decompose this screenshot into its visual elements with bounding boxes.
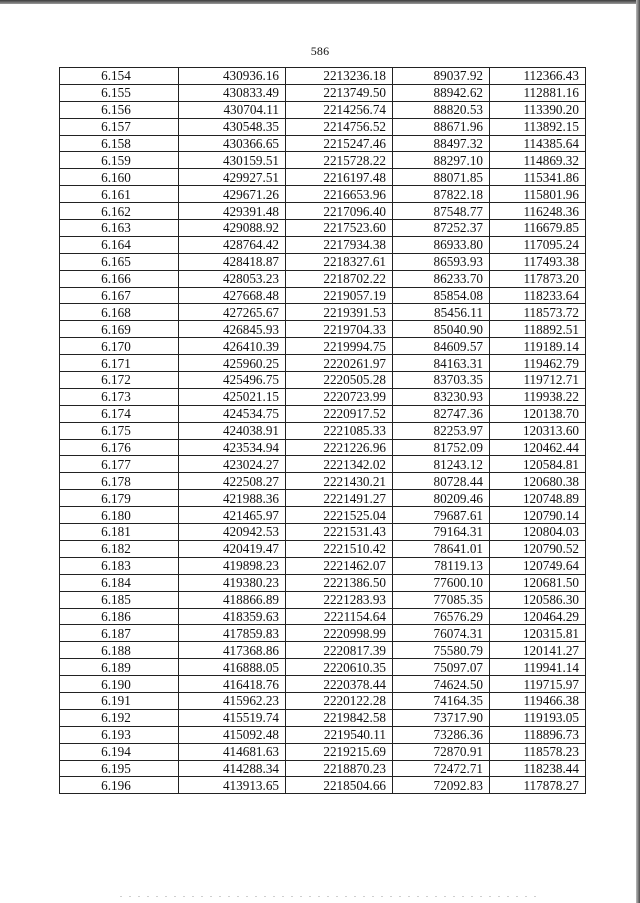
value-cell-1: 428053.23 — [179, 270, 286, 287]
value-cell-2: 2221491.27 — [286, 490, 393, 507]
table-row — [60, 777, 586, 794]
value-cell-1: 419380.23 — [179, 574, 286, 591]
value-cell-4: 119941.14 — [490, 659, 586, 676]
value-cell-3: 84163.31 — [393, 355, 490, 372]
value-cell-3: 85854.08 — [393, 287, 490, 304]
value-cell-4: 119938.22 — [490, 388, 586, 405]
value-cell-2: 2221430.21 — [286, 473, 393, 490]
scan-artifact-line — [120, 896, 540, 897]
table-row — [60, 84, 586, 101]
value-cell-4: 119712.71 — [490, 372, 586, 389]
value-cell-3: 87252.37 — [393, 220, 490, 237]
value-cell-4: 120141.27 — [490, 642, 586, 659]
value-cell-3: 73286.36 — [393, 726, 490, 743]
point-id-cell: 6.173 — [60, 388, 179, 405]
value-cell-3: 75580.79 — [393, 642, 490, 659]
value-cell-4: 120462.44 — [490, 439, 586, 456]
point-id-cell: 6.175 — [60, 422, 179, 439]
table-row — [60, 574, 586, 591]
value-cell-1: 423534.94 — [179, 439, 286, 456]
value-cell-4: 120790.52 — [490, 540, 586, 557]
table-row — [60, 439, 586, 456]
value-cell-4: 116679.85 — [490, 220, 586, 237]
scan-border-right — [636, 0, 640, 903]
value-cell-4: 120138.70 — [490, 405, 586, 422]
value-cell-1: 414288.34 — [179, 760, 286, 777]
value-cell-3: 74624.50 — [393, 676, 490, 693]
table-row — [60, 456, 586, 473]
value-cell-3: 72472.71 — [393, 760, 490, 777]
value-cell-1: 420419.47 — [179, 540, 286, 557]
value-cell-1: 426845.93 — [179, 321, 286, 338]
value-cell-4: 119193.05 — [490, 709, 586, 726]
value-cell-2: 2214756.52 — [286, 118, 393, 135]
point-id-cell: 6.170 — [60, 338, 179, 355]
value-cell-4: 118238.44 — [490, 760, 586, 777]
value-cell-1: 428764.42 — [179, 236, 286, 253]
value-cell-3: 72092.83 — [393, 777, 490, 794]
point-id-cell: 6.174 — [60, 405, 179, 422]
table-row — [60, 220, 586, 237]
value-cell-2: 2220378.44 — [286, 676, 393, 693]
value-cell-4: 120748.89 — [490, 490, 586, 507]
value-cell-1: 423024.27 — [179, 456, 286, 473]
value-cell-1: 424534.75 — [179, 405, 286, 422]
point-id-cell: 6.195 — [60, 760, 179, 777]
value-cell-3: 88820.53 — [393, 101, 490, 118]
point-id-cell: 6.163 — [60, 220, 179, 237]
value-cell-4: 115341.86 — [490, 169, 586, 186]
value-cell-1: 415092.48 — [179, 726, 286, 743]
value-cell-4: 118573.72 — [490, 304, 586, 321]
value-cell-2: 2221525.04 — [286, 507, 393, 524]
value-cell-3: 85456.11 — [393, 304, 490, 321]
point-id-cell: 6.191 — [60, 692, 179, 709]
value-cell-3: 77600.10 — [393, 574, 490, 591]
point-id-cell: 6.185 — [60, 591, 179, 608]
value-cell-2: 2221531.43 — [286, 524, 393, 541]
table-row — [60, 372, 586, 389]
value-cell-4: 120804.03 — [490, 524, 586, 541]
point-id-cell: 6.184 — [60, 574, 179, 591]
value-cell-3: 80209.46 — [393, 490, 490, 507]
table-row — [60, 135, 586, 152]
point-id-cell: 6.169 — [60, 321, 179, 338]
value-cell-3: 75097.07 — [393, 659, 490, 676]
value-cell-1: 425021.15 — [179, 388, 286, 405]
value-cell-3: 76074.31 — [393, 625, 490, 642]
point-id-cell: 6.182 — [60, 540, 179, 557]
value-cell-4: 117095.24 — [490, 236, 586, 253]
point-id-cell: 6.155 — [60, 84, 179, 101]
point-id-cell: 6.193 — [60, 726, 179, 743]
table-row — [60, 743, 586, 760]
value-cell-3: 82747.36 — [393, 405, 490, 422]
value-cell-2: 2213749.50 — [286, 84, 393, 101]
point-id-cell: 6.159 — [60, 152, 179, 169]
table-row — [60, 169, 586, 186]
value-cell-2: 2215247.46 — [286, 135, 393, 152]
value-cell-1: 428418.87 — [179, 253, 286, 270]
table-row — [60, 152, 586, 169]
point-id-cell: 6.158 — [60, 135, 179, 152]
table-row — [60, 490, 586, 507]
point-id-cell: 6.162 — [60, 203, 179, 220]
value-cell-2: 2215728.22 — [286, 152, 393, 169]
point-id-cell: 6.178 — [60, 473, 179, 490]
value-cell-2: 2218702.22 — [286, 270, 393, 287]
point-id-cell: 6.156 — [60, 101, 179, 118]
table-row — [60, 507, 586, 524]
value-cell-4: 112366.43 — [490, 68, 586, 85]
value-cell-2: 2219540.11 — [286, 726, 393, 743]
value-cell-4: 120464.29 — [490, 608, 586, 625]
value-cell-4: 120681.50 — [490, 574, 586, 591]
value-cell-2: 2220998.99 — [286, 625, 393, 642]
table-row — [60, 608, 586, 625]
point-id-cell: 6.154 — [60, 68, 179, 85]
point-id-cell: 6.183 — [60, 557, 179, 574]
value-cell-3: 77085.35 — [393, 591, 490, 608]
value-cell-1: 427668.48 — [179, 287, 286, 304]
value-cell-3: 88071.85 — [393, 169, 490, 186]
value-cell-3: 72870.91 — [393, 743, 490, 760]
value-cell-4: 117873.20 — [490, 270, 586, 287]
value-cell-1: 416888.05 — [179, 659, 286, 676]
value-cell-2: 2219994.75 — [286, 338, 393, 355]
coordinate-table — [59, 67, 586, 794]
value-cell-2: 2218327.61 — [286, 253, 393, 270]
value-cell-4: 119466.38 — [490, 692, 586, 709]
value-cell-2: 2219057.19 — [286, 287, 393, 304]
value-cell-1: 430936.16 — [179, 68, 286, 85]
value-cell-3: 79687.61 — [393, 507, 490, 524]
value-cell-2: 2219842.58 — [286, 709, 393, 726]
value-cell-4: 117878.27 — [490, 777, 586, 794]
point-id-cell: 6.165 — [60, 253, 179, 270]
value-cell-2: 2221462.07 — [286, 557, 393, 574]
table-row — [60, 304, 586, 321]
point-id-cell: 6.161 — [60, 186, 179, 203]
coordinate-table-body — [60, 68, 586, 794]
table-row — [60, 186, 586, 203]
table-row — [60, 591, 586, 608]
value-cell-4: 118233.64 — [490, 287, 586, 304]
value-cell-2: 2220122.28 — [286, 692, 393, 709]
table-row — [60, 557, 586, 574]
point-id-cell: 6.160 — [60, 169, 179, 186]
value-cell-1: 419898.23 — [179, 557, 286, 574]
point-id-cell: 6.188 — [60, 642, 179, 659]
table-row — [60, 676, 586, 693]
value-cell-4: 120315.81 — [490, 625, 586, 642]
value-cell-2: 2217523.60 — [286, 220, 393, 237]
value-cell-4: 120790.14 — [490, 507, 586, 524]
value-cell-3: 83703.35 — [393, 372, 490, 389]
value-cell-2: 2220723.99 — [286, 388, 393, 405]
value-cell-4: 119462.79 — [490, 355, 586, 372]
value-cell-4: 120680.38 — [490, 473, 586, 490]
scan-border-top — [0, 0, 640, 4]
table-row — [60, 101, 586, 118]
value-cell-4: 119715.97 — [490, 676, 586, 693]
value-cell-4: 117493.38 — [490, 253, 586, 270]
table-row — [60, 338, 586, 355]
table-row — [60, 405, 586, 422]
value-cell-2: 2221154.64 — [286, 608, 393, 625]
page-number: 586 — [310, 44, 330, 58]
value-cell-4: 118578.23 — [490, 743, 586, 760]
value-cell-2: 2219704.33 — [286, 321, 393, 338]
point-id-cell: 6.164 — [60, 236, 179, 253]
point-id-cell: 6.166 — [60, 270, 179, 287]
point-id-cell: 6.168 — [60, 304, 179, 321]
point-id-cell: 6.157 — [60, 118, 179, 135]
value-cell-2: 2214256.74 — [286, 101, 393, 118]
value-cell-1: 417859.83 — [179, 625, 286, 642]
point-id-cell: 6.187 — [60, 625, 179, 642]
point-id-cell: 6.167 — [60, 287, 179, 304]
value-cell-4: 118896.73 — [490, 726, 586, 743]
value-cell-1: 416418.76 — [179, 676, 286, 693]
table-row — [60, 625, 586, 642]
value-cell-1: 418359.63 — [179, 608, 286, 625]
value-cell-4: 120313.60 — [490, 422, 586, 439]
value-cell-3: 84609.57 — [393, 338, 490, 355]
value-cell-1: 413913.65 — [179, 777, 286, 794]
table-row — [60, 68, 586, 85]
table-row — [60, 524, 586, 541]
value-cell-2: 2218870.23 — [286, 760, 393, 777]
value-cell-3: 88297.10 — [393, 152, 490, 169]
value-cell-2: 2221085.33 — [286, 422, 393, 439]
table-row — [60, 726, 586, 743]
value-cell-1: 427265.67 — [179, 304, 286, 321]
value-cell-3: 81752.09 — [393, 439, 490, 456]
value-cell-3: 88497.32 — [393, 135, 490, 152]
table-row — [60, 692, 586, 709]
value-cell-4: 118892.51 — [490, 321, 586, 338]
point-id-cell: 6.181 — [60, 524, 179, 541]
value-cell-4: 113892.15 — [490, 118, 586, 135]
value-cell-3: 74164.35 — [393, 692, 490, 709]
value-cell-1: 418866.89 — [179, 591, 286, 608]
table-row — [60, 355, 586, 372]
value-cell-2: 2217096.40 — [286, 203, 393, 220]
point-id-cell: 6.176 — [60, 439, 179, 456]
value-cell-1: 426410.39 — [179, 338, 286, 355]
value-cell-1: 417368.86 — [179, 642, 286, 659]
value-cell-2: 2213236.18 — [286, 68, 393, 85]
point-id-cell: 6.192 — [60, 709, 179, 726]
value-cell-1: 429391.48 — [179, 203, 286, 220]
point-id-cell: 6.172 — [60, 372, 179, 389]
value-cell-2: 2221386.50 — [286, 574, 393, 591]
value-cell-1: 429088.92 — [179, 220, 286, 237]
value-cell-3: 80728.44 — [393, 473, 490, 490]
point-id-cell: 6.180 — [60, 507, 179, 524]
value-cell-3: 82253.97 — [393, 422, 490, 439]
value-cell-1: 415962.23 — [179, 692, 286, 709]
value-cell-3: 86593.93 — [393, 253, 490, 270]
value-cell-1: 430548.35 — [179, 118, 286, 135]
value-cell-4: 120749.64 — [490, 557, 586, 574]
point-id-cell: 6.190 — [60, 676, 179, 693]
point-id-cell: 6.179 — [60, 490, 179, 507]
value-cell-1: 421988.36 — [179, 490, 286, 507]
table-row — [60, 270, 586, 287]
table-row — [60, 422, 586, 439]
value-cell-4: 119189.14 — [490, 338, 586, 355]
table-row — [60, 540, 586, 557]
table-row — [60, 236, 586, 253]
table-row — [60, 760, 586, 777]
value-cell-4: 114869.32 — [490, 152, 586, 169]
point-id-cell: 6.177 — [60, 456, 179, 473]
value-cell-2: 2221226.96 — [286, 439, 393, 456]
table-row — [60, 388, 586, 405]
table-row — [60, 287, 586, 304]
value-cell-1: 430833.49 — [179, 84, 286, 101]
value-cell-1: 424038.91 — [179, 422, 286, 439]
table-row — [60, 321, 586, 338]
value-cell-2: 2218504.66 — [286, 777, 393, 794]
value-cell-3: 86233.70 — [393, 270, 490, 287]
value-cell-1: 425496.75 — [179, 372, 286, 389]
value-cell-1: 430704.11 — [179, 101, 286, 118]
value-cell-2: 2220610.35 — [286, 659, 393, 676]
value-cell-4: 113390.20 — [490, 101, 586, 118]
table-row — [60, 253, 586, 270]
value-cell-1: 420942.53 — [179, 524, 286, 541]
value-cell-3: 81243.12 — [393, 456, 490, 473]
value-cell-1: 414681.63 — [179, 743, 286, 760]
point-id-cell: 6.196 — [60, 777, 179, 794]
value-cell-3: 79164.31 — [393, 524, 490, 541]
point-id-cell: 6.194 — [60, 743, 179, 760]
table-row — [60, 118, 586, 135]
value-cell-1: 429927.51 — [179, 169, 286, 186]
value-cell-3: 83230.93 — [393, 388, 490, 405]
value-cell-1: 415519.74 — [179, 709, 286, 726]
point-id-cell: 6.186 — [60, 608, 179, 625]
value-cell-4: 114385.64 — [490, 135, 586, 152]
point-id-cell: 6.189 — [60, 659, 179, 676]
value-cell-4: 120586.30 — [490, 591, 586, 608]
value-cell-4: 120584.81 — [490, 456, 586, 473]
value-cell-1: 430159.51 — [179, 152, 286, 169]
value-cell-1: 429671.26 — [179, 186, 286, 203]
table-row — [60, 473, 586, 490]
table-row — [60, 642, 586, 659]
value-cell-4: 116248.36 — [490, 203, 586, 220]
value-cell-3: 89037.92 — [393, 68, 490, 85]
table-row — [60, 709, 586, 726]
value-cell-2: 2221510.42 — [286, 540, 393, 557]
value-cell-2: 2220261.97 — [286, 355, 393, 372]
value-cell-3: 78119.13 — [393, 557, 490, 574]
value-cell-3: 87822.18 — [393, 186, 490, 203]
value-cell-3: 86933.80 — [393, 236, 490, 253]
value-cell-2: 2219391.53 — [286, 304, 393, 321]
value-cell-3: 73717.90 — [393, 709, 490, 726]
value-cell-2: 2221342.02 — [286, 456, 393, 473]
value-cell-2: 2219215.69 — [286, 743, 393, 760]
value-cell-2: 2220917.52 — [286, 405, 393, 422]
value-cell-1: 430366.65 — [179, 135, 286, 152]
value-cell-2: 2220505.28 — [286, 372, 393, 389]
value-cell-2: 2217934.38 — [286, 236, 393, 253]
value-cell-4: 112881.16 — [490, 84, 586, 101]
value-cell-2: 2220817.39 — [286, 642, 393, 659]
value-cell-2: 2216197.48 — [286, 169, 393, 186]
value-cell-1: 425960.25 — [179, 355, 286, 372]
value-cell-3: 88942.62 — [393, 84, 490, 101]
value-cell-3: 76576.29 — [393, 608, 490, 625]
value-cell-3: 87548.77 — [393, 203, 490, 220]
table-row — [60, 659, 586, 676]
value-cell-4: 115801.96 — [490, 186, 586, 203]
table-row — [60, 203, 586, 220]
value-cell-3: 88671.96 — [393, 118, 490, 135]
value-cell-2: 2221283.93 — [286, 591, 393, 608]
value-cell-2: 2216653.96 — [286, 186, 393, 203]
value-cell-3: 85040.90 — [393, 321, 490, 338]
point-id-cell: 6.171 — [60, 355, 179, 372]
value-cell-1: 421465.97 — [179, 507, 286, 524]
value-cell-3: 78641.01 — [393, 540, 490, 557]
value-cell-1: 422508.27 — [179, 473, 286, 490]
